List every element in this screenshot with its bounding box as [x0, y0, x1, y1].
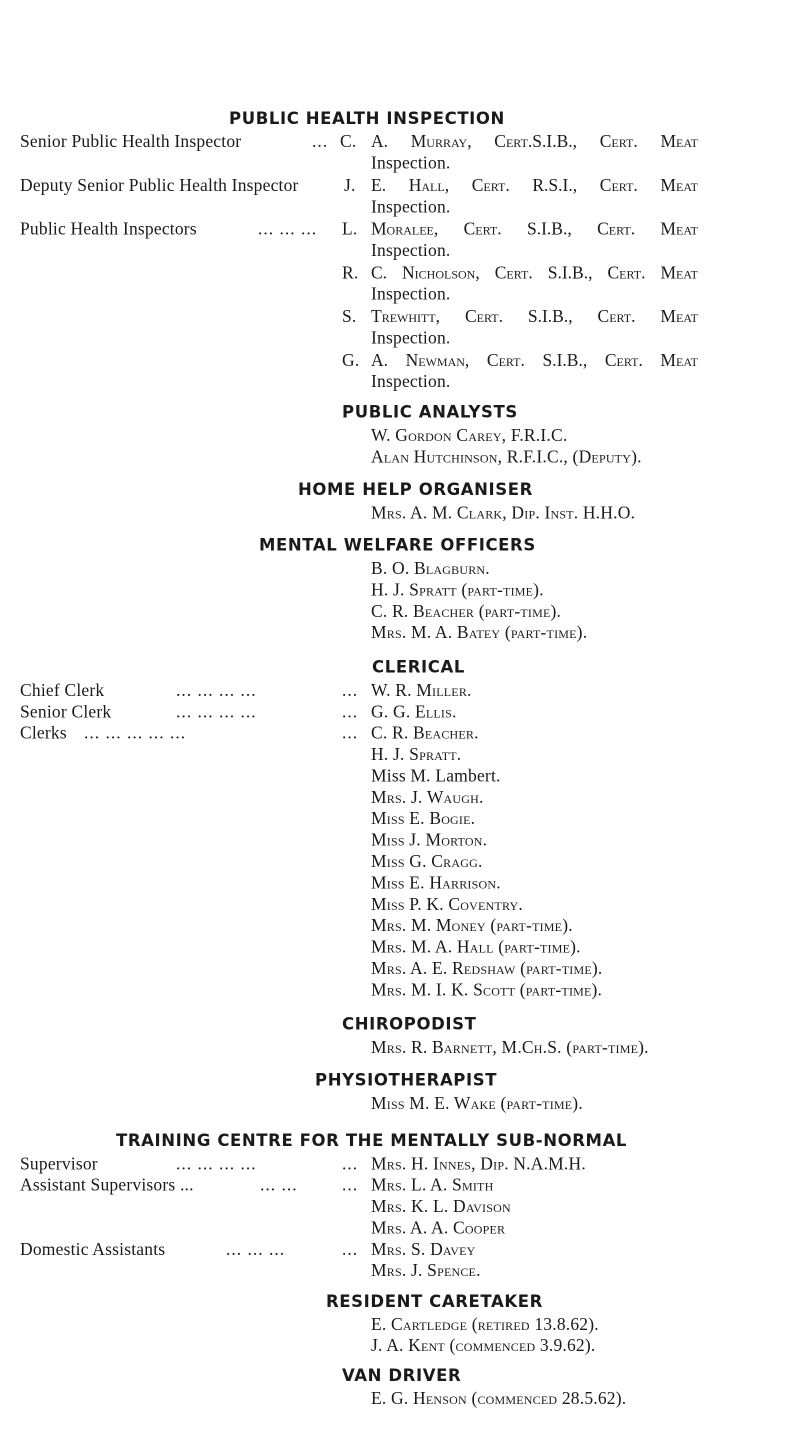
- row-label: Assistant Supervisors ...: [20, 1174, 194, 1195]
- row-label: Deputy Senior Public Health Inspector: [20, 174, 299, 195]
- training-line: Mrs. A. A. Cooper: [371, 1217, 506, 1238]
- row-value-line2: Inspection.: [371, 327, 451, 348]
- clerk-line: Miss E. Harrison.: [371, 872, 501, 893]
- row-label: Public Health Inspectors: [20, 218, 197, 239]
- caretaker-line: E. Cartledge (retired 13.8.62).: [371, 1314, 599, 1334]
- row-value: Mrs. H. Innes, Dip. N.A.M.H.: [371, 1153, 586, 1174]
- row-initial: R.: [342, 262, 359, 283]
- section-heading-training-centre: TRAINING CENTRE FOR THE MENTALLY SUB-NORMAL: [116, 1130, 628, 1150]
- training-line: Mrs. K. L. Davison: [371, 1196, 511, 1217]
- row-label: Domestic Assistants: [20, 1238, 166, 1259]
- clerk-line: Mrs. M. I. K. Scott (part-time).: [371, 979, 603, 1000]
- section-heading-chiropodist: CHIROPODIST: [342, 1014, 477, 1034]
- section-heading-clerical: CLERICAL: [372, 657, 465, 677]
- row-value-line2: Inspection.: [371, 196, 451, 217]
- training-line: Mrs. J. Spence.: [371, 1260, 481, 1281]
- dot-leader: ... ... ... ...: [176, 701, 257, 722]
- dot-leader: ... ... ...: [226, 1238, 286, 1259]
- row-value: Mrs. L. A. Smith: [371, 1174, 494, 1195]
- clerk-line: H. J. Spratt.: [371, 744, 462, 765]
- row-initial: S.: [342, 306, 357, 327]
- clerk-line: Miss E. Bogie.: [371, 808, 476, 829]
- mental-welfare-line: H. J. Spratt (part-time).: [371, 579, 544, 600]
- row-initial: C.: [340, 131, 357, 152]
- row-initial: G.: [342, 349, 360, 370]
- clerk-line: Miss P. K. Coventry.: [371, 893, 523, 914]
- dot-leader: ... ... ... ...: [176, 679, 257, 700]
- section-heading-public-analysts: PUBLIC ANALYSTS: [342, 402, 518, 422]
- dot-leader: ...: [342, 701, 359, 722]
- row-initial: L.: [342, 218, 358, 239]
- chiropodist-line: Mrs. R. Barnett, M.Ch.S. (part-time).: [371, 1037, 649, 1058]
- row-label: Clerks: [20, 722, 67, 743]
- row-value-line2: Inspection.: [371, 240, 451, 261]
- van-driver-line: E. G. Henson (commenced 28.5.62).: [371, 1388, 627, 1408]
- dot-leader: ...: [342, 722, 359, 743]
- dot-leader: ...: [342, 1174, 359, 1195]
- row-label: Senior Clerk: [20, 701, 112, 722]
- row-label: Supervisor: [20, 1153, 98, 1174]
- row-value-line2: Inspection.: [371, 371, 451, 392]
- row-value-line1: A. Murray, Cert.S.I.B., Cert. Meat: [371, 131, 698, 152]
- dot-leader: ...: [342, 1238, 359, 1259]
- dot-leader: ... ... ... ...: [176, 1153, 257, 1174]
- section-heading-van-driver: VAN DRIVER: [342, 1366, 462, 1385]
- clerk-line: Miss J. Morton.: [371, 829, 488, 850]
- row-value: G. G. Ellis.: [371, 701, 457, 722]
- row-label: Chief Clerk: [20, 679, 105, 700]
- row-value-line2: Inspection.: [371, 152, 451, 173]
- section-heading-mental-welfare-officers: MENTAL WELFARE OFFICERS: [259, 535, 536, 555]
- clerk-line: Mrs. J. Waugh.: [371, 786, 484, 807]
- section-heading-public-health-inspection: PUBLIC HEALTH INSPECTION: [229, 108, 505, 128]
- caretaker-line: J. A. Kent (commenced 3.9.62).: [371, 1335, 596, 1355]
- row-value-line1: E. Hall, Cert. R.S.I., Cert. Meat: [371, 174, 698, 195]
- row-label: Senior Public Health Inspector: [20, 131, 242, 152]
- row-value-line1: Moralee, Cert. S.I.B., Cert. Meat: [371, 218, 698, 239]
- mental-welfare-line: Mrs. M. A. Batey (part-time).: [371, 622, 588, 643]
- mental-welfare-line: C. R. Beacher (part-time).: [371, 600, 562, 621]
- dot-leader: ... ... ...: [258, 218, 318, 239]
- row-value: C. R. Beacher.: [371, 722, 479, 743]
- physio-line: Miss M. E. Wake (part-time).: [371, 1092, 583, 1113]
- mental-welfare-line: B. O. Blagburn.: [371, 558, 490, 579]
- dot-leader: ...: [312, 131, 329, 152]
- row-value-line2: Inspection.: [371, 283, 451, 304]
- row-value: Mrs. S. Davey: [371, 1238, 476, 1259]
- dot-leader: ... ...: [260, 1174, 298, 1195]
- section-heading-home-help-organiser: HOME HELP ORGANISER: [298, 479, 533, 499]
- clerk-line: Mrs. M. A. Hall (part-time).: [371, 936, 581, 957]
- row-value-line1: A. Newman, Cert. S.I.B., Cert. Meat: [371, 349, 698, 370]
- clerk-line: Miss G. Cragg.: [371, 851, 483, 872]
- dot-leader: ... ... ... ... ...: [84, 722, 187, 743]
- row-initial: J.: [344, 174, 356, 195]
- clerk-line: Mrs. M. Money (part-time).: [371, 915, 573, 936]
- row-value-line1: Trewhitt, Cert. S.I.B., Cert. Meat: [371, 306, 698, 327]
- row-value: W. R. Miller.: [371, 679, 472, 700]
- analyst-line: W. Gordon Carey, F.R.I.C.: [371, 425, 568, 446]
- section-heading-resident-caretaker: RESIDENT CARETAKER: [326, 1292, 543, 1311]
- clerk-line: Mrs. A. E. Redshaw (part-time).: [371, 957, 603, 978]
- home-help-line: Mrs. A. M. Clark, Dip. Inst. H.H.O.: [371, 502, 636, 523]
- dot-leader: ...: [342, 679, 359, 700]
- dot-leader: ...: [342, 1153, 359, 1174]
- row-value-line1: C. Nicholson, Cert. S.I.B., Cert. Meat: [371, 262, 698, 283]
- analyst-line: Alan Hutchinson, R.F.I.C., (Deputy).: [371, 446, 642, 467]
- clerk-line: Miss M. Lambert.: [371, 765, 501, 786]
- section-heading-physiotherapist: PHYSIOTHERAPIST: [315, 1070, 498, 1090]
